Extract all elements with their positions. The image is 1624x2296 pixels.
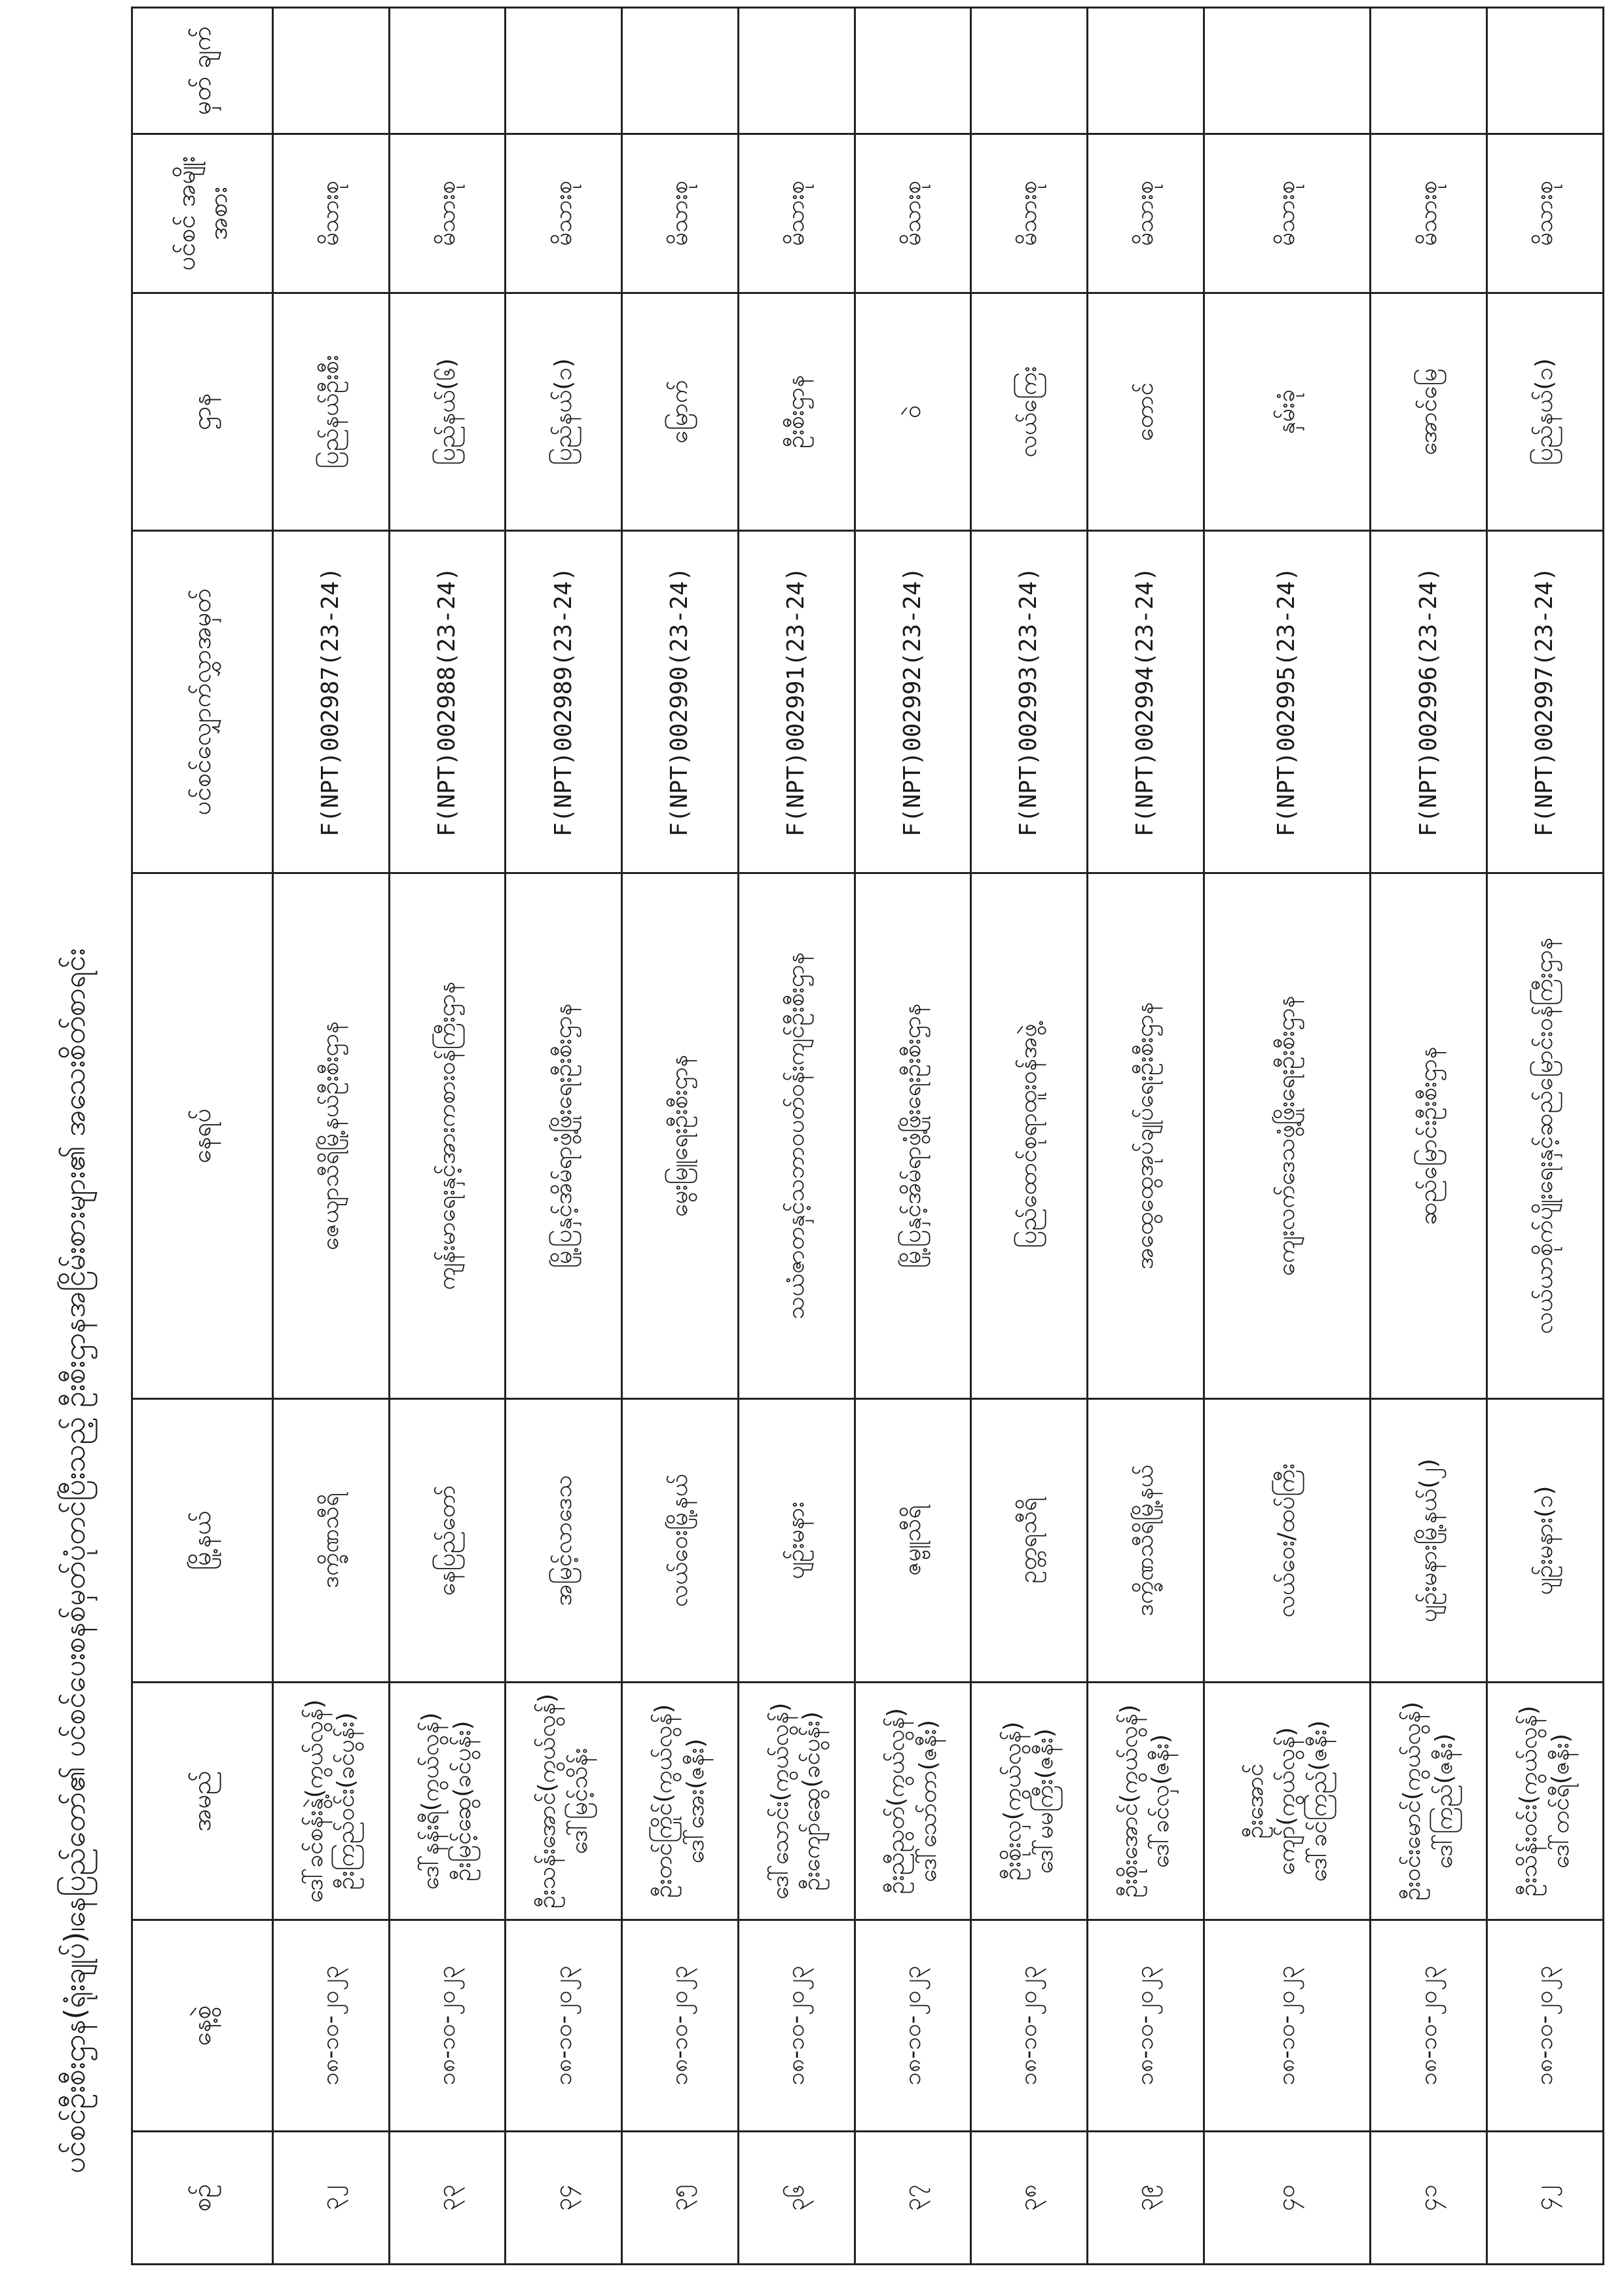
cell-name: [389, 1683, 506, 1920]
cell-name: [1371, 1683, 1487, 1920]
cell-type: မိသားစု: [506, 134, 622, 293]
beneficiary-name: ဒေါ်အေး(ဇနီး): [682, 1738, 709, 1864]
cell-name: [971, 1683, 1088, 1920]
header-address: နေရပ်: [132, 873, 273, 1399]
table-row: [1487, 8, 1604, 2265]
cell-permit: F(NPT)002990(23-24): [622, 531, 739, 873]
cell-remark: [389, 8, 506, 134]
cell-address: ကျန်းမာရေးနှင့်အားကစားဝန်ကြီးဌာန: [389, 873, 506, 1399]
table-row: [1371, 8, 1487, 2265]
cell-type: မိသားစု: [622, 134, 739, 293]
header-type: ပင်စင် အမျိုးအစား: [132, 134, 273, 293]
cell-type: မိသားစု: [389, 134, 506, 293]
cell-location: ပြည်နယ်(၆): [389, 293, 506, 531]
cell-date: ၁၈-၁၀-၂၀၂၃: [1088, 1920, 1204, 2132]
cell-address: ဇေယျာသီရိမြို့နယ်ဦးစီးဌာန: [273, 873, 390, 1399]
cell-name: [738, 1683, 855, 1920]
cell-remark: [738, 8, 855, 134]
cell-remark: [622, 8, 739, 134]
deceased-name: ဒေါ်နန်းရီ(ကွယ်လွန်): [417, 1712, 445, 1890]
deceased-name: ဦးစိုးလှ(ကွယ်လွန်): [999, 1721, 1027, 1881]
cell-remark: [1204, 8, 1371, 134]
cell-type: မိသားစု: [855, 134, 971, 293]
cell-location: တောင်: [1088, 293, 1204, 531]
cell-no: ၃၉: [1088, 2132, 1204, 2265]
beneficiary-name: ဒေါ်မမကြီး(ဇနီး): [1031, 1728, 1058, 1874]
cell-no: ၃၇: [855, 2132, 971, 2265]
cell-location: ဦးစီးဌာန: [738, 293, 855, 531]
table-row: [506, 8, 622, 2265]
cell-location: လယ်ကြေး: [971, 293, 1088, 531]
cell-type: မိသားစု: [1088, 134, 1204, 293]
cell-address: ကျေးလက်ဒေသဖွံ့ဖြိုးရေးဦးစီးဌာန: [1204, 873, 1371, 1399]
cell-remark: [273, 8, 390, 134]
beneficiary-name: ဒေါ်ခင်လှ(ဇနီး): [1147, 1734, 1175, 1868]
cell-no: ၄၂: [1487, 2132, 1604, 2265]
cell-permit: F(NPT)002994(23-24): [1088, 531, 1204, 873]
cell-type: မိသားစု: [273, 134, 390, 293]
cell-permit: F(NPT)002993(23-24): [971, 531, 1088, 873]
cell-permit: F(NPT)002988(23-24): [389, 531, 506, 873]
cell-name: [622, 1683, 739, 1920]
cell-no: ၃၈: [971, 2132, 1088, 2265]
cell-location: နှမ်းခုံ: [1204, 293, 1371, 531]
cell-no: ၃၅: [622, 2132, 739, 2265]
cell-location: အောင်မြေ: [1371, 293, 1487, 531]
cell-permit: F(NPT)002989(23-24): [506, 531, 622, 873]
cell-date: ၁၈-၁၀-၂၀၂၃: [389, 1920, 506, 2132]
cell-remark: [506, 8, 622, 134]
header-township: မြို့နယ်: [132, 1399, 273, 1683]
deceased-name: ဦးအောင်ကျော်(ကွယ်လွန်): [1241, 1727, 1301, 1875]
table-row: [389, 8, 506, 2265]
cell-permit: F(NPT)002996(23-24): [1371, 531, 1487, 873]
cell-address: အထွေထွေအုပ်ချုပ်ရေးဦးစီးဌာန: [1088, 873, 1204, 1399]
cell-permit: F(NPT)002987(23-24): [273, 531, 390, 873]
cell-date: ၁၈-၁၀-၂၀၂၃: [1487, 1920, 1604, 2132]
cell-township: ဥတ္တရသီရိ: [971, 1399, 1088, 1683]
deceased-name: ဒေါ်ခင်စန်းနွဲ့(ကွယ်လွန်): [301, 1699, 328, 1903]
beneficiary-name: ဦးကျော်ဆွေ(ခင်ပွန်း): [798, 1711, 826, 1891]
cell-township: ပျဉ်းမနား: [738, 1399, 855, 1683]
cell-name: [855, 1683, 971, 1920]
table-header-row: [132, 8, 273, 2265]
beneficiary-name: ဒေါ်ကြည်(ဇနီး): [1430, 1733, 1458, 1869]
cell-township: ဒက္ခိဏသီရိမြို့နယ်: [1088, 1399, 1204, 1683]
beneficiary-name: ဒေါ်မြင့်သိန်း: [565, 1747, 593, 1855]
cell-type: မိသားစု: [1487, 134, 1604, 293]
cell-township: နေပြည်တော်: [389, 1399, 506, 1683]
cell-no: ၃၄: [506, 2132, 622, 2265]
cell-type: မိသားစု: [738, 134, 855, 293]
cell-no: ၄၀: [1204, 2132, 1371, 2265]
cell-remark: [1487, 8, 1604, 134]
cell-address: ဆည်မြောင်းဦးစီးဌာန: [1371, 873, 1487, 1399]
cell-remark: [1088, 8, 1204, 134]
cell-township: ပျဉ်းမနားမြို့နယ်(၂): [1371, 1399, 1487, 1683]
table-row: [971, 8, 1088, 2265]
header-remark: မှတ် ချက်: [132, 8, 273, 134]
table-row: [273, 8, 390, 2265]
cell-permit: F(NPT)002992(23-24): [855, 531, 971, 873]
cell-no: ၃၂: [273, 2132, 390, 2265]
cell-address: ပြည်ထောင်စုရာထူးဝန်အဖွဲ့: [971, 873, 1088, 1399]
cell-remark: [1371, 8, 1487, 134]
rotated-document-sheet: [39, 26, 1604, 2265]
beneficiary-name: ဦးမြင့်ဆွေ(ခင်ပွန်း): [449, 1721, 477, 1882]
cell-type: မိသားစု: [1371, 134, 1487, 293]
cell-permit: F(NPT)002995(23-24): [1204, 531, 1371, 873]
deceased-name: ဦးသိန်းဝင်း(ကွယ်လွန်): [1515, 1705, 1542, 1897]
table-row: [1088, 8, 1204, 2265]
cell-date: ၁၈-၁၀-၂၀၂၃: [506, 1920, 622, 2132]
header-no: စဉ်: [132, 2132, 273, 2265]
header-name: အမည်: [132, 1683, 273, 1920]
cell-address: လယ်ယာစိုက်ပျိုးရေးနှင့်ဆည်မြောင်းဝန်ကြီးဌာန: [1487, 873, 1604, 1399]
cell-name: [1088, 1683, 1204, 1920]
table-row: [855, 8, 971, 2265]
table-body: [273, 8, 1604, 2265]
table-row: [738, 8, 855, 2265]
deceased-name: ဦးတင်ကြိုင်(ကွယ်လွန်): [650, 1704, 677, 1899]
cell-permit: F(NPT)002991(23-24): [738, 531, 855, 873]
table-row: [1204, 8, 1371, 2265]
header-location: ဌာန: [132, 293, 273, 531]
cell-address: မွေးမြူရေးဦးစီးဌာန: [622, 873, 739, 1399]
cell-type: မိသားစု: [971, 134, 1088, 293]
cell-address: သယံဇာတနှင့်သဘာဝပတ်ဝန်းကျင်ဦးစီးဌာန: [738, 873, 855, 1399]
cell-date: ၁၈-၁၀-၂၀၂၃: [1204, 1920, 1371, 2132]
cell-location: ပြည်နယ်ဦးစီး: [273, 293, 390, 531]
cell-name: [1204, 1683, 1371, 1920]
cell-township: ပျဉ်းမနား(၁): [1487, 1399, 1604, 1683]
cell-address: မြို့ပြနှင့်အိမ်ရာဖွံ့ဖြိုးရေးဦးစီးဌာန: [855, 873, 971, 1399]
document-title: ပင်စင်ဦးစီးဌာန(ရုံးချုပ်)၊နေပြည်တော်၏ ပင်စင်ပေးစနစ်မှတ်ပုံတင်ပြီးသည့် ဦးစီးဌာနအငြိမ်းစားများ၏ အသေးစိတ်စာရင်း: [58, 948, 92, 2174]
cell-name: [506, 1683, 622, 1920]
pension-records-table: [131, 7, 1604, 2265]
header-permit: ပင်စင်လျှောက်လွှာအမှတ်: [132, 531, 273, 873]
cell-name: [1487, 1683, 1604, 1920]
cell-date: ၁၈-၁၀-၂၀၂၃: [738, 1920, 855, 2132]
cell-township: အမြင့်လာဒေသ: [506, 1399, 622, 1683]
deceased-name: ဦးဝင်းမောင်(ကွယ်လွန်): [1399, 1702, 1426, 1901]
cell-remark: [855, 8, 971, 134]
cell-address: မြို့ပြနှင့်အိမ်ရာဖွံ့ဖြိုးရေးဦးစီးဌာန: [506, 873, 622, 1399]
header-date: နေ့စွဲ: [132, 1920, 273, 2132]
cell-name: [273, 1683, 390, 1920]
cell-no: ၄၁: [1371, 2132, 1487, 2265]
cell-no: ၃၆: [738, 2132, 855, 2265]
deceased-name: ဦးသန်းအောင်(ကွယ်လွန်): [534, 1693, 561, 1909]
cell-township: ဒက္ခိဏသီရိ: [273, 1399, 390, 1683]
cell-date: ၁၈-၁၀-၂၀၂၃: [1371, 1920, 1487, 2132]
cell-date: ၁၈-၁၀-၂၀၂၃: [273, 1920, 390, 2132]
cell-remark: [971, 8, 1088, 134]
beneficiary-name: ဒေါ်သော်တာ(ဇနီး): [914, 1719, 942, 1883]
cell-location: ပြည်နယ်(၁): [506, 293, 622, 531]
cell-location: ဝဲ: [855, 293, 971, 531]
beneficiary-name: ဒေါ်တင်ရီ(ဇနီး): [1547, 1733, 1574, 1869]
cell-township: ဇမ္ဗူသီရိ: [855, 1399, 971, 1683]
deceased-name: ဦးညီညွတ်(ကွယ်လွန်): [883, 1707, 910, 1895]
cell-date: ၁၈-၁၀-၂၀၂၃: [971, 1920, 1088, 2132]
cell-type: မိသားစု: [1204, 134, 1371, 293]
deceased-name: ဦးစိုးအောင်(ကွယ်လွန်): [1115, 1704, 1143, 1898]
cell-date: ၁၈-၁၀-၂၀၂၃: [622, 1920, 739, 2132]
cell-township: လယ်ဝေး/ထပ်ကြီး: [1204, 1399, 1371, 1683]
cell-date: ၁၈-၁၀-၂၀၂၃: [855, 1920, 971, 2132]
cell-no: ၃၃: [389, 2132, 506, 2265]
deceased-name: ဒေါ်သောင်း(ကွယ်လွန်): [766, 1702, 794, 1900]
table-row: [622, 8, 739, 2265]
beneficiary-name: ဒေါ်ခင်ကြည်(ဇနီး): [1304, 1720, 1332, 1882]
cell-location: ပြည်နယ်(၁): [1487, 293, 1604, 531]
cell-township: လယ်ဝေးမြို့နယ်: [622, 1399, 739, 1683]
beneficiary-name: ဦးကြည်ဝင်း(ခင်ပွန်း): [333, 1712, 360, 1890]
cell-location: မြောက်: [622, 293, 739, 531]
cell-permit: F(NPT)002997(23-24): [1487, 531, 1604, 873]
